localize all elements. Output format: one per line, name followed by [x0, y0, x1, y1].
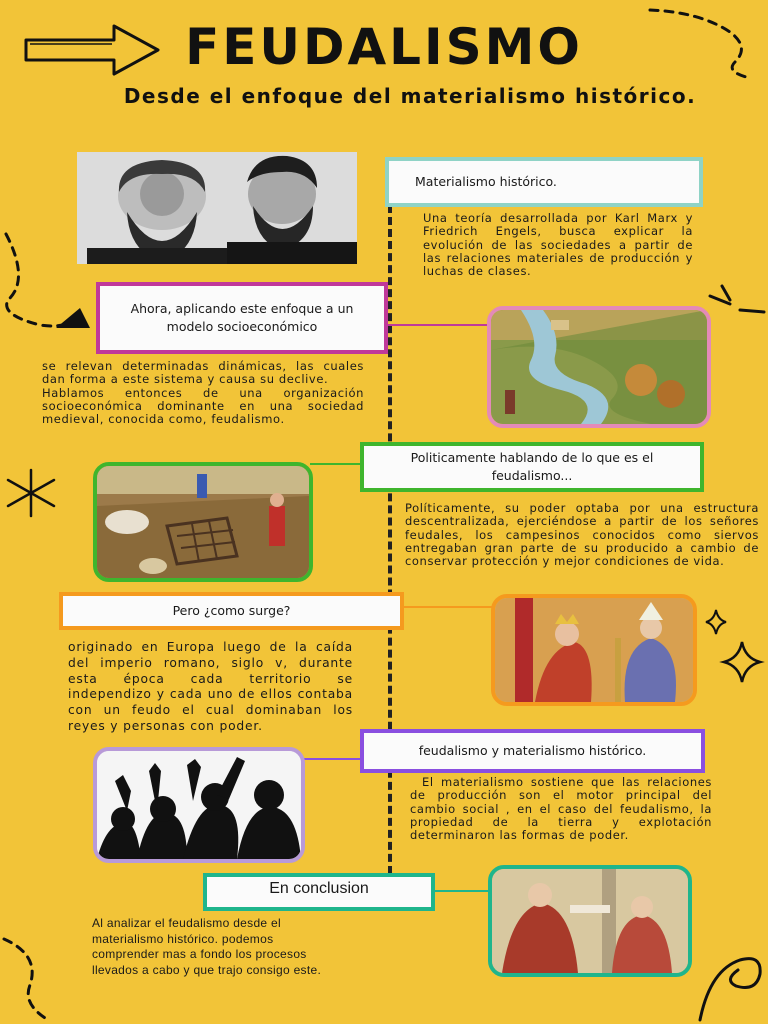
section-surge-heading: [59, 592, 404, 630]
protest-silhouettes-image: [93, 747, 305, 863]
connector-line: [310, 463, 362, 465]
section-conclusion-text: Al analizar el feudalismo desde el materialismo histórico. podemos comprender mas a fondo los procesos llevados a cabo y que trajo consigo este.: [92, 916, 322, 977]
spiral-doodle-decoration: [690, 940, 768, 1024]
medieval-scribes-image: [488, 865, 692, 977]
heading-text: Politicamente hablando de lo que es el feudalismo...: [410, 450, 654, 483]
connector-line: [402, 606, 494, 608]
page-title: FEUDALISMO: [185, 18, 583, 76]
heading-text: Ahora, aplicando este enfoque a un modelo socioeconómico: [130, 301, 354, 334]
coronation-image: [491, 594, 697, 706]
paragraph: se relevan determinadas dinámicas, las cuales dan forma a este sistema y causa su declive.: [42, 359, 364, 387]
dashed-curve-bottom-left: [0, 935, 60, 1024]
heading-text: En conclusion: [269, 880, 369, 897]
section-surge-text: originado en Europa luego de la caída del imperio romano, siglo v, durante esta época cada territorio se independizo y cada uno de ellos contaba con un feudo el cual dominaban los reyes y personas con poder.: [68, 640, 353, 733]
triangle-pointer-icon: [54, 306, 92, 330]
heading-text: Materialismo histórico.: [415, 174, 557, 189]
section-politica-heading: [360, 442, 704, 492]
heading-text: Pero ¿como surge?: [172, 603, 291, 618]
marx-engels-photo: [77, 152, 357, 264]
section-feudal-mat-heading: [360, 729, 705, 773]
connector-line: [432, 890, 490, 892]
section-materialismo-text: Una teoría desarrollada por Karl Marx y Friedrich Engels, busca explicar la evolución de las sociedades a partir de las relaciones materiales de producción y luchas de clases.: [423, 211, 693, 279]
page-subtitle: Desde el enfoque del materialismo histórico.: [123, 84, 697, 108]
connector-line: [304, 758, 364, 760]
section-ahora-heading: [96, 282, 388, 354]
section-politica-text: Políticamente, su poder optaba por una estructura descentralizada, ejerciéndose a partir de los señores feudales, los campesinos conocidos como siervos entregaban gran parte de su producido a cambio de conservar protección y mejor condiciones de vida.: [405, 501, 759, 569]
section-ahora-text: [42, 360, 364, 426]
sparkle-icon: [700, 606, 766, 686]
paragraph: Hablamos entonces de una organización socioeconómica dominante en una sociedad medieval, conocida como, feudalismo.: [42, 385, 364, 427]
section-materialismo-heading: [385, 157, 703, 207]
heading-text: feudalismo y materialismo histórico.: [418, 743, 647, 758]
timeline-spine: [388, 205, 392, 910]
asterisk-icon: [2, 466, 60, 520]
section-conclusion-heading: [203, 873, 435, 911]
connector-line: [386, 324, 492, 326]
medieval-landscape-image: [487, 306, 711, 428]
peasants-plowing-image: [93, 462, 313, 582]
section-feudal-mat-text: El materialismo sostiene que las relaciones de producción son el motor principal del cambio social , en el caso del feudalismo, la propiedad de la tierra y explotación determinaron las formas de poder.: [410, 775, 712, 843]
